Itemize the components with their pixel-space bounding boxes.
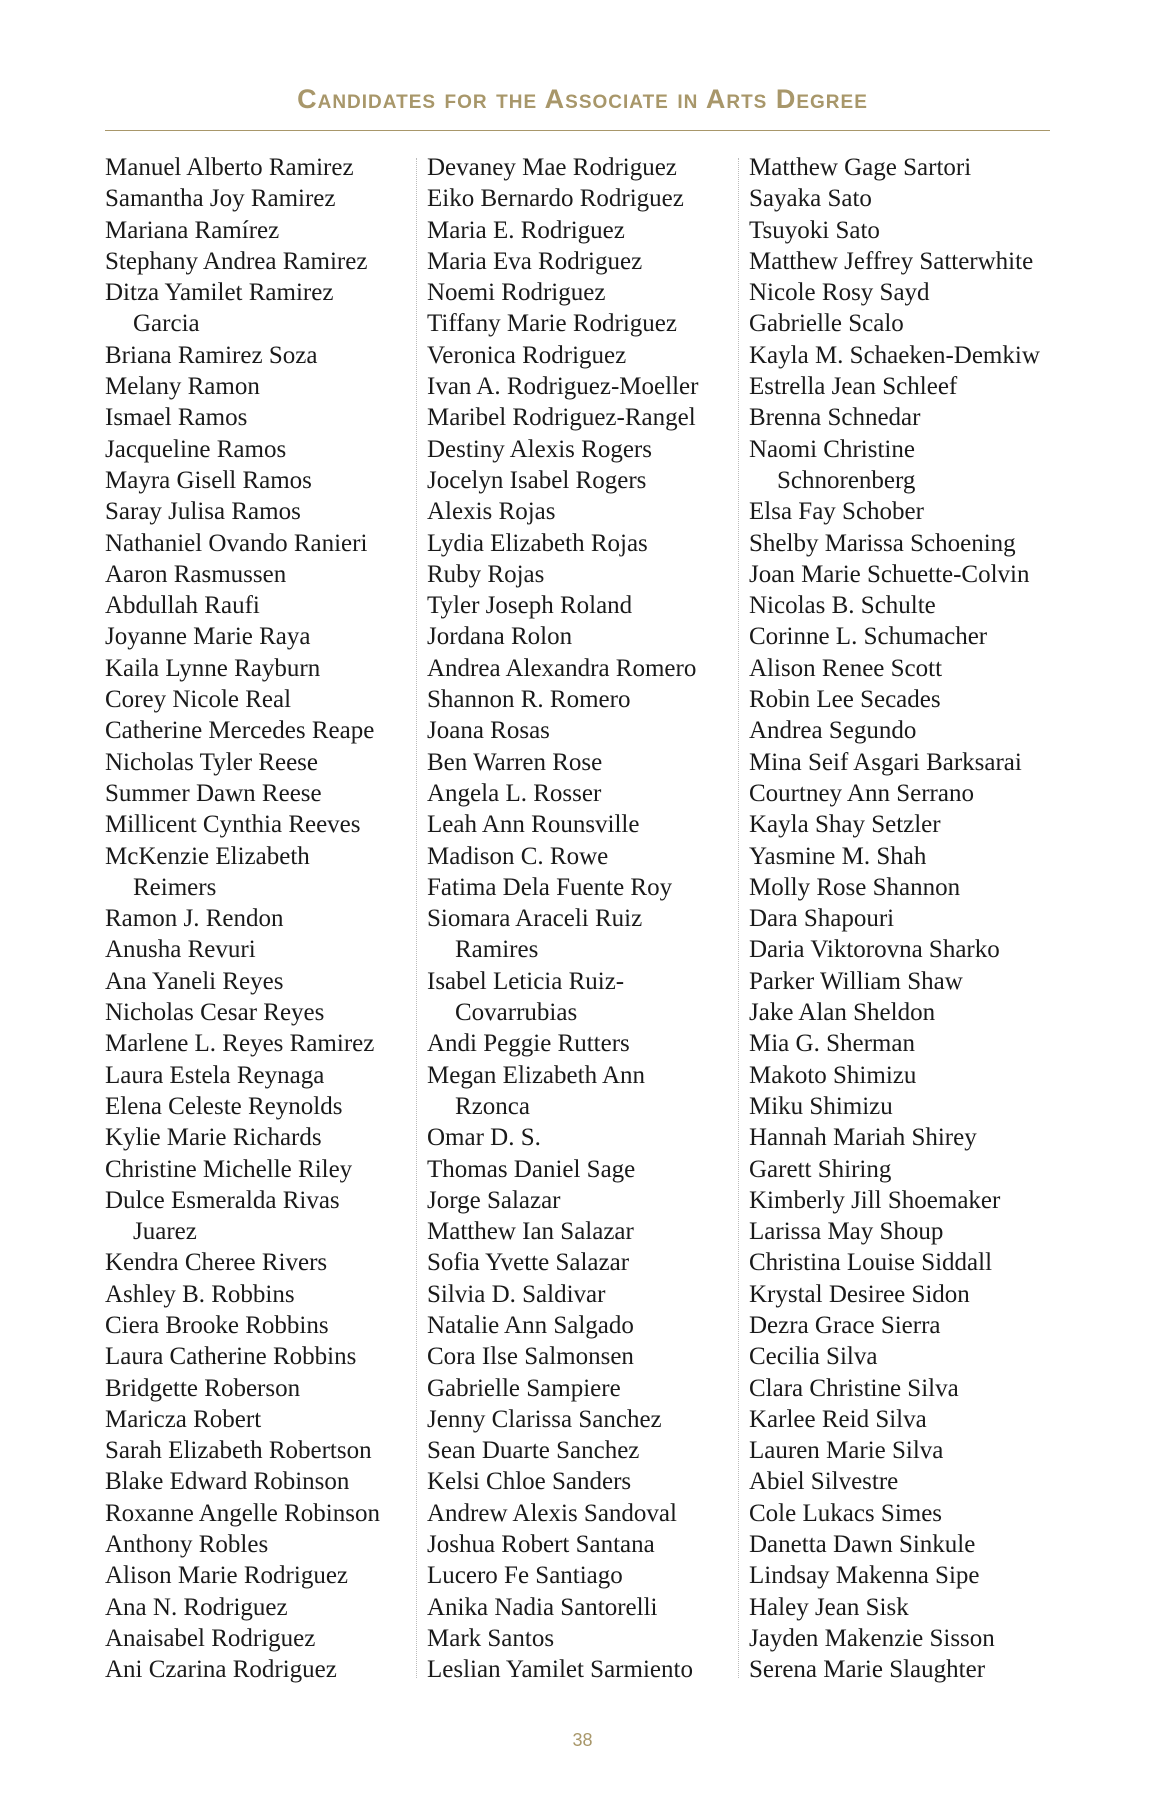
candidate-name: Mark Santos <box>427 1624 555 1652</box>
candidate-name: Maria E. Rodriguez <box>427 216 625 244</box>
candidate-name: Ismael Ramos <box>105 404 248 432</box>
candidate-name: Ciera Brooke Robbins <box>105 1311 329 1339</box>
candidate-name: Cole Lukacs Simes <box>749 1499 943 1527</box>
candidate-name: Jacqueline Ramos <box>105 435 287 463</box>
candidate-name: Madison C. Rowe <box>427 842 609 870</box>
candidate-name: Stephany Andrea Ramirez <box>105 247 368 275</box>
column-divider <box>416 158 417 1678</box>
candidate-name: Laura Catherine Robbins <box>105 1343 357 1371</box>
candidate-name: Matthew Ian Salazar <box>427 1218 634 1246</box>
candidate-name: Ani Czarina Rodriguez <box>105 1656 337 1684</box>
candidate-name: Mina Seif Asgari Barksarai <box>749 748 1022 776</box>
candidate-name: Isabel Leticia Ruiz- <box>427 967 625 995</box>
candidate-name: Mayra Gisell Ramos <box>105 466 312 494</box>
candidate-name: Nicole Rosy Sayd <box>749 279 930 307</box>
candidate-name: Garett Shiring <box>749 1155 892 1183</box>
names-column-1 <box>105 152 425 1686</box>
candidate-name: Maribel Rodriguez-Rangel <box>427 404 696 432</box>
candidate-name: Jake Alan Sheldon <box>749 999 936 1027</box>
name-continuation: Covarrubias <box>455 999 578 1027</box>
name-continuation: Ramires <box>455 936 539 964</box>
candidate-name: Manuel Alberto Ramirez <box>105 154 354 181</box>
candidate-name: Anaisabel Rodriguez <box>105 1624 316 1652</box>
candidate-name: Nicolas B. Schulte <box>749 592 936 620</box>
candidate-name: McKenzie Elizabeth <box>105 842 310 870</box>
candidate-name: Ashley B. Robbins <box>105 1280 295 1308</box>
candidate-name: Ben Warren Rose <box>427 748 603 776</box>
candidate-name: Joshua Robert Santana <box>427 1531 655 1559</box>
page-number: 38 <box>572 1730 593 1750</box>
candidate-name: Alison Renee Scott <box>749 654 943 682</box>
candidate-name: Kelsi Chloe Sanders <box>427 1468 632 1496</box>
candidate-name: Ditza Yamilet Ramirez <box>105 279 334 307</box>
candidate-name: Nicholas Tyler Reese <box>105 748 319 776</box>
candidate-name: Andrew Alexis Sandoval <box>427 1499 677 1527</box>
candidate-name: Abiel Silvestre <box>749 1468 899 1496</box>
candidate-name: Yasmine M. Shah <box>749 842 927 870</box>
candidate-name: Makoto Shimizu <box>749 1061 917 1089</box>
names-column-2 <box>427 152 747 1686</box>
candidate-name: Nathaniel Ovando Ranieri <box>105 529 368 557</box>
candidate-name: Hannah Mariah Shirey <box>749 1124 977 1152</box>
candidate-name: Silvia D. Saldivar <box>427 1280 606 1308</box>
candidate-name: Shannon R. Romero <box>427 686 631 714</box>
title-rule <box>105 130 1050 131</box>
candidate-name: Roxanne Angelle Robinson <box>105 1499 380 1527</box>
candidate-name: Danetta Dawn Sinkule <box>749 1531 976 1559</box>
candidate-name: Sarah Elizabeth Robertson <box>105 1437 372 1465</box>
candidate-name: Brenna Schnedar <box>749 404 921 432</box>
candidate-name: Corey Nicole Real <box>105 686 292 714</box>
candidate-name: Lauren Marie Silva <box>749 1437 944 1465</box>
candidate-name: Cora Ilse Salmonsen <box>427 1343 634 1371</box>
candidate-name: Molly Rose Shannon <box>749 873 961 901</box>
candidate-name: Larissa May Shoup <box>749 1218 944 1246</box>
candidate-name: Jocelyn Isabel Rogers <box>427 466 647 494</box>
candidate-name: Marlene L. Reyes Ramirez <box>105 1030 375 1058</box>
candidate-name: Ana Yaneli Reyes <box>105 967 284 995</box>
candidate-name: Jorge Salazar <box>427 1186 561 1214</box>
candidate-name: Lindsay Makenna Sipe <box>749 1562 980 1590</box>
candidate-name: Lucero Fe Santiago <box>427 1562 623 1590</box>
candidate-name: Ana N. Rodriguez <box>105 1593 288 1621</box>
candidate-name: Clara Christine Silva <box>749 1374 959 1402</box>
candidate-name: Blake Edward Robinson <box>105 1468 350 1496</box>
candidate-name: Siomara Araceli Ruiz <box>427 905 643 933</box>
name-continuation: Juarez <box>133 1218 197 1246</box>
candidate-name: Serena Marie Slaughter <box>749 1656 986 1684</box>
candidate-name: Leah Ann Rounsville <box>427 811 640 839</box>
candidate-name: Catherine Mercedes Reape <box>105 717 375 745</box>
candidate-name: Omar D. S. <box>427 1124 541 1152</box>
candidate-name: Christina Louise Siddall <box>749 1249 993 1277</box>
candidate-name: Matthew Gage Sartori <box>749 154 972 181</box>
candidate-name: Tyler Joseph Roland <box>427 592 633 620</box>
candidate-name: Briana Ramirez Soza <box>105 341 318 369</box>
candidate-name: Parker William Shaw <box>749 967 963 995</box>
candidate-name: Leslian Yamilet Sarmiento <box>427 1656 693 1684</box>
candidate-name: Natalie Ann Salgado <box>427 1311 634 1339</box>
candidate-name: Gabrielle Sampiere <box>427 1374 621 1402</box>
candidate-name: Kayla M. Schaeken-Demkiw <box>749 341 1040 369</box>
candidate-name: Lydia Elizabeth Rojas <box>427 529 648 557</box>
candidate-name: Thomas Daniel Sage <box>427 1155 636 1183</box>
candidate-name: Gabrielle Scalo <box>749 310 904 338</box>
name-continuation: Schnorenberg <box>777 466 916 494</box>
candidate-name: Dara Shapouri <box>749 905 895 933</box>
column-divider <box>738 158 739 1678</box>
name-continuation: Garcia <box>133 310 200 338</box>
candidate-name: Anthony Robles <box>105 1531 269 1559</box>
candidate-name: Miku Shimizu <box>749 1092 893 1120</box>
candidate-name: Alexis Rojas <box>427 498 556 526</box>
candidate-name: Matthew Jeffrey Satterwhite <box>749 247 1034 275</box>
candidate-name: Anika Nadia Santorelli <box>427 1593 658 1621</box>
candidate-name: Summer Dawn Reese <box>105 779 322 807</box>
candidate-name: Fatima Dela Fuente Roy <box>427 873 673 901</box>
candidate-name: Melany Ramon <box>105 373 260 401</box>
candidate-name: Kimberly Jill Shoemaker <box>749 1186 1001 1214</box>
candidate-name: Noemi Rodriguez <box>427 279 606 307</box>
candidate-name: Laura Estela Reynaga <box>105 1061 325 1089</box>
candidate-name: Samantha Joy Ramirez <box>105 185 336 213</box>
candidate-name: Jayden Makenzie Sisson <box>749 1624 995 1652</box>
candidate-name: Christine Michelle Riley <box>105 1155 353 1183</box>
candidate-name: Kylie Marie Richards <box>105 1124 322 1152</box>
candidate-name: Haley Jean Sisk <box>749 1593 909 1621</box>
candidate-name: Andrea Alexandra Romero <box>427 654 697 682</box>
candidate-name: Abdullah Raufi <box>105 592 260 620</box>
candidate-name: Naomi Christine <box>749 435 915 463</box>
name-continuation: Rzonca <box>455 1092 530 1120</box>
candidate-name: Ivan A. Rodriguez-Moeller <box>427 373 699 401</box>
candidate-name: Tiffany Marie Rodriguez <box>427 310 677 338</box>
candidate-name: Kaila Lynne Rayburn <box>105 654 321 682</box>
candidate-name: Devaney Mae Rodriguez <box>427 154 677 181</box>
candidate-name: Tsuyoki Sato <box>749 216 880 244</box>
candidate-name: Destiny Alexis Rogers <box>427 435 652 463</box>
candidate-name: Saray Julisa Ramos <box>105 498 301 526</box>
candidate-name: Dezra Grace Sierra <box>749 1311 941 1339</box>
candidate-name: Alison Marie Rodriguez <box>105 1562 349 1590</box>
candidate-name: Angela L. Rosser <box>427 779 602 807</box>
candidate-name: Maricza Robert <box>105 1405 262 1433</box>
candidate-name: Eiko Bernardo Rodriguez <box>427 185 684 213</box>
candidate-name: Shelby Marissa Schoening <box>749 529 1016 557</box>
candidate-name: Veronica Rodriguez <box>427 341 627 369</box>
candidate-name: Cecilia Silva <box>749 1343 878 1371</box>
candidate-name: Jenny Clarissa Sanchez <box>427 1405 662 1433</box>
names-column-3 <box>749 152 1079 1686</box>
candidate-name: Kendra Cheree Rivers <box>105 1249 328 1277</box>
candidate-name: Ruby Rojas <box>427 560 545 588</box>
candidate-name: Mariana Ramírez <box>105 216 280 244</box>
candidate-name: Nicholas Cesar Reyes <box>105 999 325 1027</box>
candidate-name: Estrella Jean Schleef <box>749 373 958 401</box>
candidate-name: Robin Lee Secades <box>749 686 941 714</box>
candidate-name: Anusha Revuri <box>105 936 256 964</box>
candidate-name: Dulce Esmeralda Rivas <box>105 1186 340 1214</box>
candidate-name: Bridgette Roberson <box>105 1374 301 1402</box>
candidate-name: Corinne L. Schumacher <box>749 623 988 651</box>
candidate-name: Elena Celeste Reynolds <box>105 1092 343 1120</box>
candidate-name: Megan Elizabeth Ann <box>427 1061 645 1089</box>
candidate-name: Joana Rosas <box>427 717 550 745</box>
candidate-name: Daria Viktorovna Sharko <box>749 936 1000 964</box>
page-title: Candidates for the Associate in Arts Degree <box>297 84 868 114</box>
candidate-name: Mia G. Sherman <box>749 1030 915 1058</box>
candidate-name: Sayaka Sato <box>749 185 872 213</box>
name-continuation: Reimers <box>133 873 217 901</box>
candidate-name: Joan Marie Schuette-Colvin <box>749 560 1030 588</box>
candidate-name: Sofia Yvette Salazar <box>427 1249 630 1277</box>
candidate-name: Courtney Ann Serrano <box>749 779 974 807</box>
candidate-name: Ramon J. Rendon <box>105 905 284 933</box>
candidate-name: Kayla Shay Setzler <box>749 811 941 839</box>
candidate-name: Jordana Rolon <box>427 623 573 651</box>
candidate-name: Elsa Fay Schober <box>749 498 924 526</box>
candidate-name: Sean Duarte Sanchez <box>427 1437 640 1465</box>
candidate-name: Aaron Rasmussen <box>105 560 287 588</box>
candidate-name: Andrea Segundo <box>749 717 917 745</box>
candidate-name: Andi Peggie Rutters <box>427 1030 630 1058</box>
candidate-name: Millicent Cynthia Reeves <box>105 811 361 839</box>
candidate-name: Joyanne Marie Raya <box>105 623 311 651</box>
candidate-name: Maria Eva Rodriguez <box>427 247 643 275</box>
candidate-name: Karlee Reid Silva <box>749 1405 927 1433</box>
candidate-name: Krystal Desiree Sidon <box>749 1280 970 1308</box>
